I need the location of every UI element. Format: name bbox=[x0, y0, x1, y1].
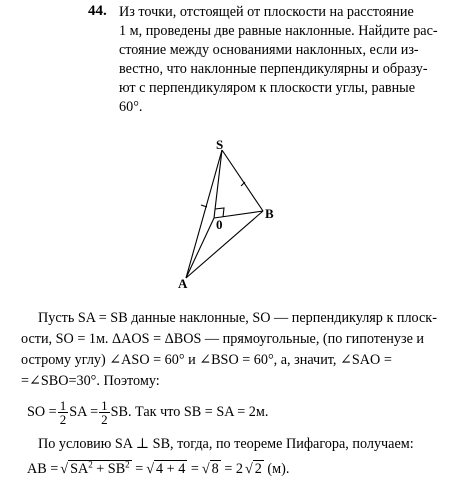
solution-line-2: ости, SO = 1м. ΔAOS = ΔBOS — прямоугольные, (по гипотенузе и bbox=[21, 331, 424, 347]
eq2-root-2: √ 4 + 4 bbox=[146, 460, 186, 477]
eq2-root-1: √ $SA^2 + SB^2$ bbox=[60, 458, 130, 477]
problem-line-3: стояние между основаниями наклонных, если из- bbox=[119, 42, 419, 58]
eq1-frac1-num: 1 bbox=[59, 397, 67, 413]
problem-line-4: вестно, что наклонные перпендикулярны и образу- bbox=[119, 61, 428, 77]
eq1-frac2-den: 2 bbox=[101, 411, 108, 427]
edge-ab bbox=[186, 211, 263, 278]
eq2-equals-c: = 2 bbox=[220, 460, 243, 477]
eq1-fraction-1 bbox=[58, 399, 69, 426]
problem-line-5: ют с перпендикуляром к плоскости углы, равные bbox=[119, 80, 416, 96]
edge-so bbox=[214, 150, 222, 218]
eq1-frac1-den: 2 bbox=[59, 411, 67, 427]
eq2-lhs: AB = bbox=[27, 460, 59, 477]
right-angle-mark bbox=[215, 208, 224, 217]
problem-line-6: 60°. bbox=[119, 99, 143, 115]
eq2-root-3: √ 8 bbox=[201, 460, 219, 477]
eq1-lhs: SO = bbox=[27, 403, 57, 420]
solution-line-4: =∠SBO=30°. Поэтому: bbox=[21, 373, 160, 389]
edge-sb bbox=[222, 150, 263, 211]
eq1-mid: SA = bbox=[69, 403, 99, 420]
problem-number: 44. bbox=[88, 3, 107, 19]
eq2-equals-a: = bbox=[131, 460, 144, 477]
equation-ab bbox=[27, 458, 289, 480]
equation-so bbox=[27, 395, 268, 429]
solution-line-1: Пусть SA = SB данные наклонные, SO — перпендикуляр к плоск- bbox=[38, 310, 437, 326]
eq1-rhs: SB. Так что SB = SA = 2м. bbox=[110, 403, 269, 420]
eq2-unit: (м). bbox=[263, 460, 290, 477]
problem-line-2: 1 м, проведены две равные наклонные. Найдите рас- bbox=[119, 23, 438, 39]
problem-line-1: Из точки, отстоящей от плоскости на расстояние bbox=[119, 4, 414, 20]
label-o: 0 bbox=[216, 217, 223, 232]
edge-sa bbox=[186, 150, 222, 278]
label-s: S bbox=[216, 137, 224, 152]
solution-line-3: острому углу) ∠ASO = 60° и ∠BSO = 60°, а, значит, ∠SAO = bbox=[21, 352, 392, 368]
solution-line-6: По условию SA ⊥ SB, тогда, по теореме Пифагора, получаем: bbox=[38, 436, 414, 452]
eq2-root-4: √ 2 bbox=[244, 460, 262, 477]
label-b: B bbox=[265, 206, 274, 221]
eq2-equals-b: = bbox=[187, 460, 199, 477]
label-a: A bbox=[178, 276, 188, 291]
eq1-fraction-2 bbox=[99, 399, 110, 426]
eq1-frac2-num: 1 bbox=[101, 397, 108, 413]
